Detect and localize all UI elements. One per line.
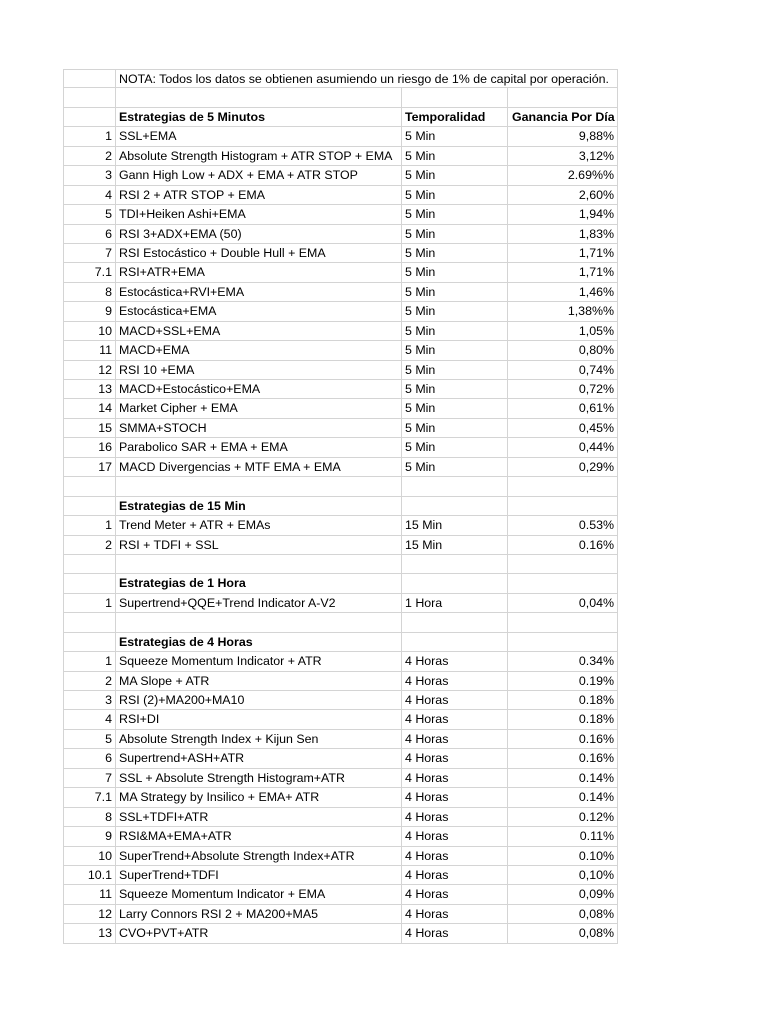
daily-gain[interactable]: 1,71% xyxy=(578,265,614,280)
table-row xyxy=(63,283,618,302)
timeframe[interactable]: 5 Min xyxy=(402,127,508,145)
timeframe[interactable]: 5 Min xyxy=(402,166,508,184)
strategy-name[interactable]: RSI 3+ADX+EMA (50) xyxy=(116,225,402,243)
timeframe[interactable]: 4 Horas xyxy=(402,866,508,884)
row-number[interactable]: 11 xyxy=(64,341,116,359)
daily-gain[interactable]: 0,72% xyxy=(578,382,614,396)
strategy-name[interactable]: Parabolico SAR + EMA + EMA xyxy=(116,438,402,456)
strategy-name[interactable]: RSI 2 + ATR STOP + EMA xyxy=(116,186,402,204)
table-row xyxy=(63,127,618,146)
table-row xyxy=(63,186,618,205)
daily-gain[interactable]: 0.18% xyxy=(578,712,614,727)
table-row xyxy=(63,885,618,904)
strategy-name[interactable]: RSI + TDFI + SSL xyxy=(116,536,402,554)
table-row xyxy=(63,244,618,263)
section-header-row xyxy=(63,108,618,127)
timeframe[interactable]: 5 Min xyxy=(402,458,508,476)
note-text[interactable]: NOTA: Todos los datos se obtienen asumiendo un riesgo de 1% de capital por operación. xyxy=(119,72,609,86)
row-number[interactable]: 6 xyxy=(64,225,116,243)
strategy-name[interactable]: SuperTrend+Absolute Strength Index+ATR xyxy=(116,847,402,865)
timeframe[interactable]: 4 Horas xyxy=(402,847,508,865)
strategy-name[interactable]: SMMA+STOCH xyxy=(116,419,402,437)
daily-gain[interactable]: 0,61% xyxy=(578,401,614,416)
empty-row xyxy=(63,555,618,574)
daily-gain[interactable]: 2,60% xyxy=(578,187,614,202)
row-number[interactable]: 12 xyxy=(64,361,116,379)
row-number[interactable]: 15 xyxy=(64,419,116,437)
timeframe[interactable]: 5 Min xyxy=(402,186,508,204)
timeframe[interactable]: 15 Min xyxy=(402,516,508,534)
row-number[interactable]: 17 xyxy=(64,458,116,476)
timeframe[interactable]: 5 Min xyxy=(402,341,508,359)
table-row xyxy=(63,749,618,768)
table-row xyxy=(63,788,618,807)
strategy-name[interactable]: SSL+TDFI+ATR xyxy=(116,808,402,826)
daily-gain[interactable]: 0,45% xyxy=(578,420,614,435)
daily-gain[interactable]: 0,08% xyxy=(578,926,614,941)
strategy-name[interactable]: MACD+SSL+EMA xyxy=(116,322,402,340)
timeframe[interactable]: 5 Min xyxy=(402,361,508,379)
table-row xyxy=(63,594,618,613)
timeframe[interactable]: 5 Min xyxy=(402,380,508,398)
timeframe[interactable]: 5 Min xyxy=(402,302,508,320)
row-number[interactable]: 9 xyxy=(64,827,116,845)
cell-empty[interactable] xyxy=(508,574,617,592)
table-row xyxy=(63,847,618,866)
daily-gain[interactable]: 0.12% xyxy=(578,809,614,824)
timeframe[interactable]: 5 Min xyxy=(402,225,508,243)
row-number[interactable]: 2 xyxy=(64,147,116,165)
table-row xyxy=(63,652,618,671)
daily-gain[interactable]: 0.10% xyxy=(578,848,614,863)
strategy-name[interactable]: SuperTrend+TDFI xyxy=(116,866,402,884)
table-row xyxy=(63,730,618,749)
timeframe[interactable]: 4 Horas xyxy=(402,730,508,748)
strategy-name[interactable]: Squeeze Momentum Indicator + EMA xyxy=(116,885,402,903)
strategy-name[interactable]: RSI+ATR+EMA xyxy=(116,263,402,281)
timeframe[interactable]: 5 Min xyxy=(402,438,508,456)
timeframe[interactable]: 15 Min xyxy=(402,536,508,554)
table-row xyxy=(63,399,618,418)
table-row xyxy=(63,147,618,166)
table-row xyxy=(63,380,618,399)
row-number[interactable]: 1 xyxy=(64,652,116,670)
strategy-name[interactable]: RSI Estocástico + Double Hull + EMA xyxy=(116,244,402,262)
strategy-name[interactable]: Larry Connors RSI 2 + MA200+MA5 xyxy=(116,905,402,923)
cell-empty[interactable] xyxy=(64,88,116,106)
row-number[interactable]: 13 xyxy=(64,924,116,942)
daily-gain[interactable]: 1,83% xyxy=(578,226,614,241)
cell-empty[interactable] xyxy=(116,613,402,631)
cell-empty[interactable] xyxy=(64,108,116,126)
table-row xyxy=(63,302,618,321)
row-number[interactable]: 1 xyxy=(64,594,116,612)
empty-row xyxy=(63,88,618,107)
daily-gain[interactable]: 0.11% xyxy=(579,829,614,844)
daily-gain[interactable]: 0.53% xyxy=(578,518,614,533)
daily-gain[interactable]: 1,71% xyxy=(578,245,614,260)
table-row xyxy=(63,166,618,185)
strategy-name[interactable]: Estocástica+EMA xyxy=(116,302,402,320)
table-row xyxy=(63,672,618,691)
cell-empty[interactable] xyxy=(508,613,617,631)
table-row xyxy=(63,458,618,477)
table-row xyxy=(63,827,618,846)
daily-gain[interactable]: 0,44% xyxy=(578,440,614,455)
row-number[interactable]: 3 xyxy=(64,691,116,709)
daily-gain[interactable]: 9,88% xyxy=(578,129,614,144)
row-number[interactable]: 6 xyxy=(64,749,116,767)
strategy-name[interactable]: TDI+Heiken Ashi+EMA xyxy=(116,205,402,223)
daily-gain[interactable]: 0.14% xyxy=(578,790,614,805)
cell-empty[interactable] xyxy=(508,497,617,515)
cell-empty[interactable] xyxy=(64,497,116,515)
table-row xyxy=(63,322,618,341)
strategy-name[interactable]: SSL + Absolute Strength Histogram+ATR xyxy=(116,769,402,787)
row-number[interactable]: 14 xyxy=(64,399,116,417)
strategy-name[interactable]: MA Slope + ATR xyxy=(116,672,402,690)
cell-empty[interactable] xyxy=(402,477,508,495)
row-number[interactable]: 10 xyxy=(64,322,116,340)
table-row xyxy=(63,419,618,438)
timeframe[interactable]: 4 Horas xyxy=(402,769,508,787)
timeframe[interactable]: 4 Horas xyxy=(402,672,508,690)
row-number[interactable]: 1 xyxy=(64,127,116,145)
timeframe[interactable]: 5 Min xyxy=(402,419,508,437)
table-row xyxy=(63,341,618,360)
table-row xyxy=(63,710,618,729)
strategy-name[interactable]: MACD+Estocástico+EMA xyxy=(116,380,402,398)
strategy-name[interactable]: MA Strategy by Insilico + EMA+ ATR xyxy=(116,788,402,806)
note-row xyxy=(63,69,618,88)
spreadsheet-table xyxy=(63,69,618,944)
section-title[interactable]: Estrategias de 4 Horas xyxy=(116,633,402,651)
daily-gain[interactable]: 2.69%% xyxy=(567,168,614,183)
timeframe[interactable]: 4 Horas xyxy=(402,710,508,728)
row-number[interactable]: 12 xyxy=(64,905,116,923)
strategy-name[interactable]: RSI (2)+MA200+MA10 xyxy=(116,691,402,709)
daily-gain[interactable]: 0.19% xyxy=(578,673,614,688)
timeframe[interactable]: 5 Min xyxy=(402,263,508,281)
cell-empty[interactable] xyxy=(508,88,617,106)
table-row xyxy=(63,438,618,457)
strategy-name[interactable]: MACD+EMA xyxy=(116,341,402,359)
column-header-temporalidad[interactable]: Temporalidad xyxy=(402,108,508,126)
row-number[interactable]: 10.1 xyxy=(64,866,116,884)
section-header-row xyxy=(63,497,618,516)
strategy-name[interactable]: SSL+EMA xyxy=(116,127,402,145)
timeframe[interactable]: 5 Min xyxy=(402,205,508,223)
timeframe[interactable]: 4 Horas xyxy=(402,905,508,923)
row-number[interactable]: 7 xyxy=(64,244,116,262)
row-number[interactable]: 8 xyxy=(64,283,116,301)
cell-empty[interactable] xyxy=(402,555,508,573)
daily-gain[interactable]: 0.14% xyxy=(578,770,614,785)
row-number[interactable]: 7.1 xyxy=(64,788,116,806)
daily-gain[interactable]: 1,05% xyxy=(578,323,614,338)
cell-empty[interactable] xyxy=(64,555,116,573)
cell-empty[interactable] xyxy=(508,477,617,495)
cell-empty[interactable] xyxy=(402,633,508,651)
row-number[interactable]: 9 xyxy=(64,302,116,320)
row-number[interactable]: 7.1 xyxy=(64,263,116,281)
empty-row xyxy=(63,613,618,632)
row-number[interactable]: 4 xyxy=(64,186,116,204)
cell-empty[interactable] xyxy=(508,555,617,573)
table-row xyxy=(63,536,618,555)
timeframe[interactable]: 5 Min xyxy=(402,283,508,301)
table-row xyxy=(63,808,618,827)
section-header-row xyxy=(63,633,618,652)
strategy-name[interactable]: Supertrend+QQE+Trend Indicator A-V2 xyxy=(116,594,402,612)
row-number[interactable]: 10 xyxy=(64,847,116,865)
row-number[interactable]: 4 xyxy=(64,710,116,728)
cell-empty[interactable] xyxy=(64,613,116,631)
row-number[interactable]: 3 xyxy=(64,166,116,184)
strategy-name[interactable]: Squeeze Momentum Indicator + ATR xyxy=(116,652,402,670)
row-number[interactable]: 7 xyxy=(64,769,116,787)
table-row xyxy=(63,263,618,282)
column-header-ganancia[interactable]: Ganancia Por Día xyxy=(512,109,615,124)
row-number[interactable]: 5 xyxy=(64,205,116,223)
strategy-name[interactable]: Absolute Strength Index + Kijun Sen xyxy=(116,730,402,748)
strategy-name[interactable]: RSI+DI xyxy=(116,710,402,728)
daily-gain[interactable]: 1,94% xyxy=(578,207,614,222)
daily-gain[interactable]: 1,38%% xyxy=(567,304,614,319)
cell-empty[interactable] xyxy=(64,633,116,651)
timeframe[interactable]: 4 Horas xyxy=(402,827,508,845)
section-title[interactable]: Estrategias de 5 Minutos xyxy=(116,108,402,126)
timeframe[interactable]: 4 Horas xyxy=(402,691,508,709)
daily-gain[interactable]: 0,08% xyxy=(578,906,614,921)
daily-gain[interactable]: 0,80% xyxy=(578,343,614,358)
cell-empty[interactable] xyxy=(402,88,508,106)
row-number[interactable]: 16 xyxy=(64,438,116,456)
row-number[interactable]: 2 xyxy=(64,536,116,554)
section-title[interactable]: Estrategias de 1 Hora xyxy=(116,574,402,592)
daily-gain[interactable]: 3,12% xyxy=(578,148,614,163)
timeframe[interactable]: 4 Horas xyxy=(402,788,508,806)
row-number[interactable]: 5 xyxy=(64,730,116,748)
daily-gain[interactable]: 0,74% xyxy=(578,362,614,377)
timeframe[interactable]: 5 Min xyxy=(402,399,508,417)
row-number[interactable]: 13 xyxy=(64,380,116,398)
row-number[interactable]: 1 xyxy=(64,516,116,534)
strategy-name[interactable]: CVO+PVT+ATR xyxy=(116,924,402,942)
cell-empty[interactable] xyxy=(64,574,116,592)
timeframe[interactable]: 4 Horas xyxy=(402,808,508,826)
cell-empty[interactable] xyxy=(508,633,617,651)
strategy-name[interactable]: Market Cipher + EMA xyxy=(116,399,402,417)
section-header-row xyxy=(63,574,618,593)
strategy-name[interactable]: Absolute Strength Histogram + ATR STOP + EMA xyxy=(116,147,402,165)
daily-gain[interactable]: 1,46% xyxy=(578,284,614,299)
strategy-name[interactable]: RSI 10 +EMA xyxy=(116,361,402,379)
table-row xyxy=(63,691,618,710)
strategy-name[interactable]: Supertrend+ASH+ATR xyxy=(116,749,402,767)
cell-empty[interactable] xyxy=(402,574,508,592)
section-title[interactable]: Estrategias de 15 Min xyxy=(116,497,402,515)
timeframe[interactable]: 5 Min xyxy=(402,147,508,165)
cell-empty[interactable] xyxy=(402,497,508,515)
row-number[interactable]: 2 xyxy=(64,672,116,690)
strategy-name[interactable]: RSI&MA+EMA+ATR xyxy=(116,827,402,845)
cell-empty[interactable] xyxy=(116,555,402,573)
daily-gain[interactable]: 0.34% xyxy=(578,654,614,669)
daily-gain[interactable]: 0.16% xyxy=(578,751,614,766)
daily-gain[interactable]: 0,09% xyxy=(578,887,614,902)
cell-empty[interactable] xyxy=(402,613,508,631)
table-row xyxy=(63,866,618,885)
row-number[interactable]: 8 xyxy=(64,808,116,826)
cell-empty[interactable] xyxy=(116,88,402,106)
timeframe[interactable]: 4 Horas xyxy=(402,652,508,670)
timeframe[interactable]: 1 Hora xyxy=(402,594,508,612)
table-row xyxy=(63,769,618,788)
timeframe[interactable]: 4 Horas xyxy=(402,749,508,767)
daily-gain[interactable]: 0,10% xyxy=(578,867,614,882)
strategy-name[interactable]: Estocástica+RVI+EMA xyxy=(116,283,402,301)
timeframe[interactable]: 4 Horas xyxy=(402,885,508,903)
strategy-name[interactable]: MACD Divergencias + MTF EMA + EMA xyxy=(116,458,402,476)
table-row xyxy=(63,905,618,924)
daily-gain[interactable]: 0,29% xyxy=(578,459,614,474)
empty-row xyxy=(63,477,618,496)
table-row xyxy=(63,924,618,943)
daily-gain[interactable]: 0,04% xyxy=(578,595,614,610)
cell-empty[interactable] xyxy=(116,477,402,495)
table-row xyxy=(63,205,618,224)
daily-gain[interactable]: 0.18% xyxy=(578,693,614,707)
daily-gain[interactable]: 0.16% xyxy=(578,731,614,746)
daily-gain[interactable]: 0.16% xyxy=(578,537,614,552)
row-number[interactable]: 11 xyxy=(64,885,116,903)
cell-empty[interactable] xyxy=(64,70,116,87)
table-row xyxy=(63,361,618,380)
timeframe[interactable]: 5 Min xyxy=(402,322,508,340)
strategy-name[interactable]: Gann High Low + ADX + EMA + ATR STOP xyxy=(116,166,402,184)
table-row xyxy=(63,225,618,244)
strategy-name[interactable]: Trend Meter + ATR + EMAs xyxy=(116,516,402,534)
timeframe[interactable]: 4 Horas xyxy=(402,924,508,942)
timeframe[interactable]: 5 Min xyxy=(402,244,508,262)
cell-empty[interactable] xyxy=(64,477,116,495)
table-row xyxy=(63,516,618,535)
